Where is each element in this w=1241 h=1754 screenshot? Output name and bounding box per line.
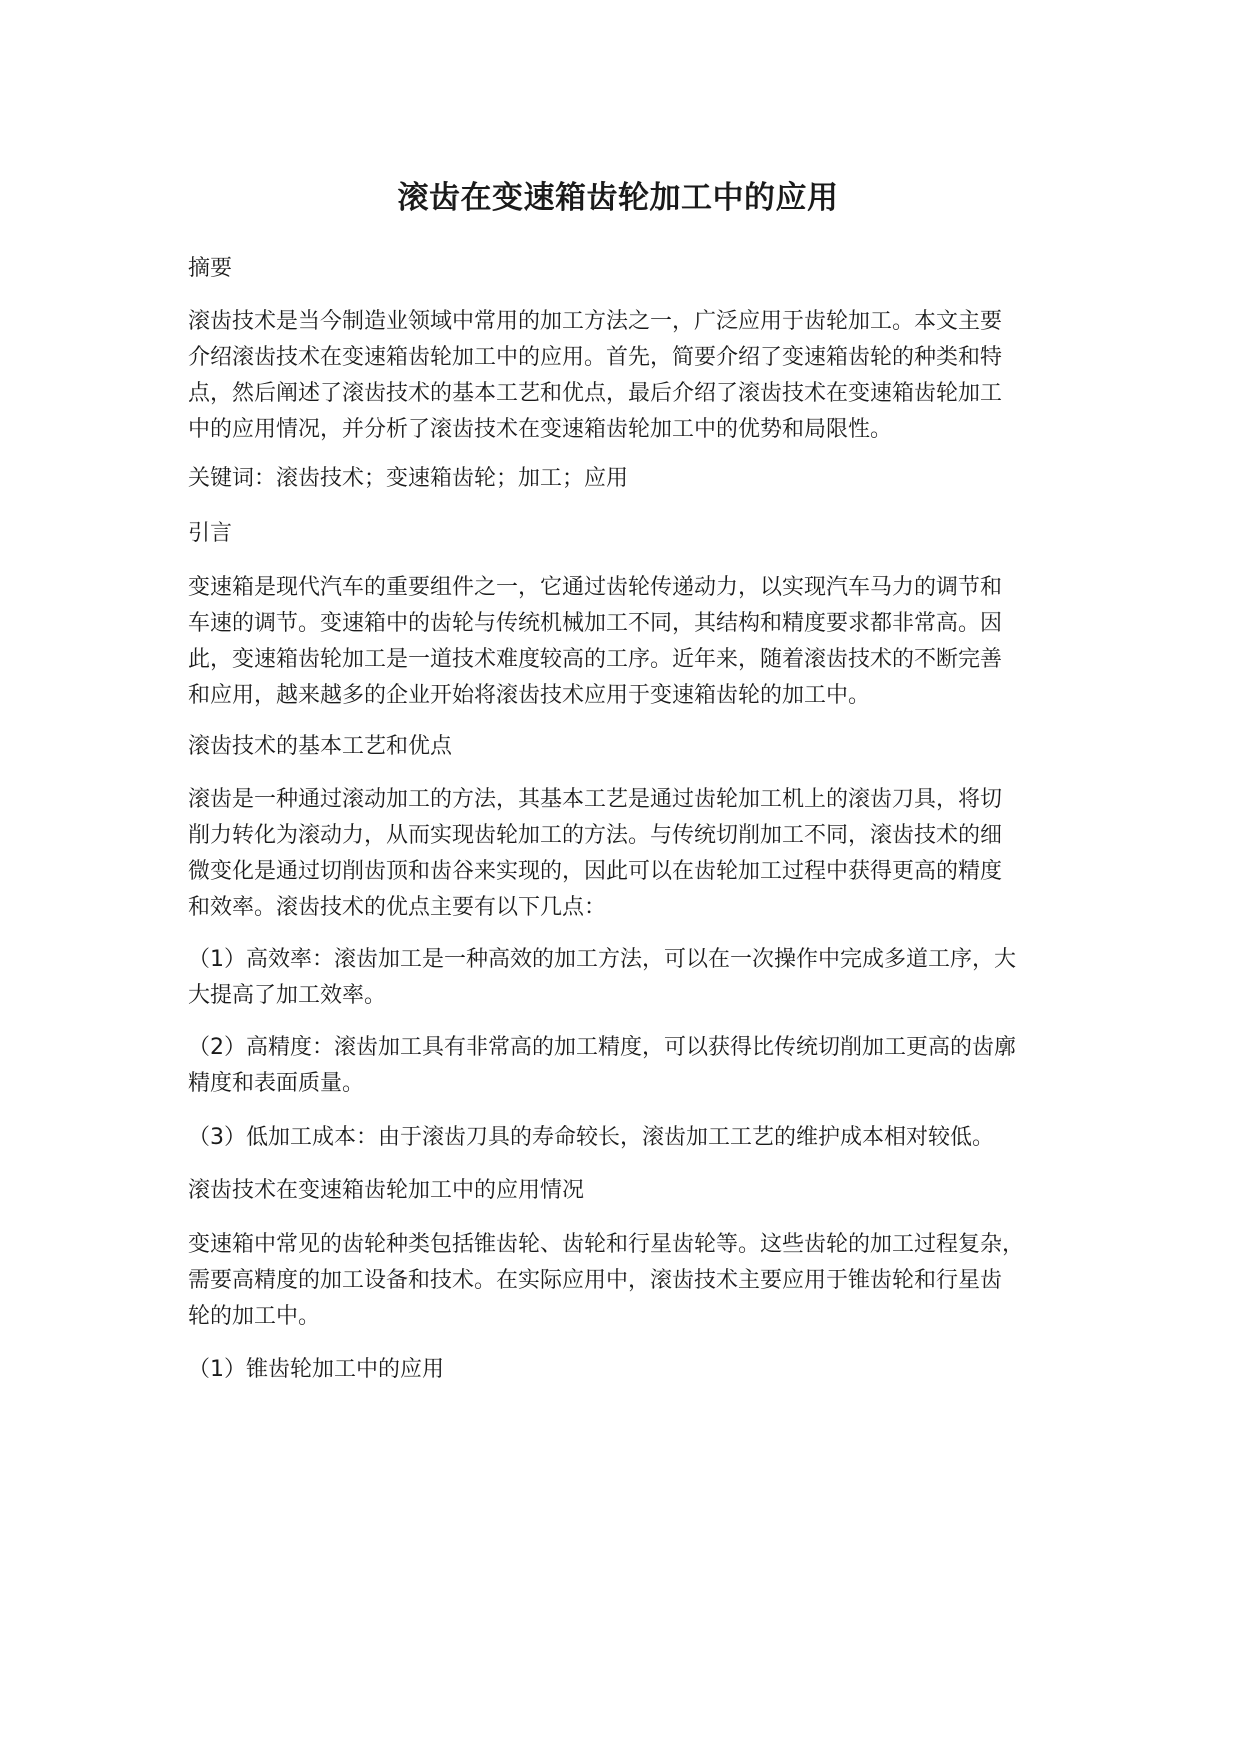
paragraph-line: （1）高效率：滚齿加工是一种高效的加工方法，可以在一次操作中完成多道工序，大 — [188, 947, 1016, 972]
subsection1-heading: （1）锥齿轮加工中的应用 — [188, 1357, 444, 1382]
keywords-line: 关键词：滚齿技术；变速箱齿轮；加工；应用 — [188, 466, 629, 491]
intro-heading: 引言 — [188, 521, 233, 546]
paragraph-line: 车速的调节。变速箱中的齿轮与传统机械加工不同，其结构和精度要求都非常高。因 — [188, 611, 1003, 636]
paragraph-line: 和应用，越来越多的企业开始将滚齿技术应用于变速箱齿轮的加工中。 — [188, 683, 871, 708]
paragraph-line: 微变化是通过切削齿顶和齿谷来实现的，因此可以在齿轮加工过程中获得更高的精度 — [188, 859, 1003, 884]
paragraph-line: 中的应用情况，并分析了滚齿技术在变速箱齿轮加工中的优势和局限性。 — [188, 417, 893, 442]
paragraph-line: 变速箱中常见的齿轮种类包括锥齿轮、齿轮和行星齿轮等。这些齿轮的加工过程复杂， — [188, 1232, 1025, 1257]
advantage-point-2 — [188, 1030, 1088, 1102]
section1-heading: 滚齿技术的基本工艺和优点 — [188, 734, 453, 759]
section1-paragraph — [188, 782, 1088, 926]
paragraph-line: 滚齿技术是当今制造业领域中常用的加工方法之一，广泛应用于齿轮加工。本文主要 — [188, 309, 1003, 334]
section2-heading: 滚齿技术在变速箱齿轮加工中的应用情况 — [188, 1178, 585, 1203]
paragraph-line: 点，然后阐述了滚齿技术的基本工艺和优点，最后介绍了滚齿技术在变速箱齿轮加工 — [188, 381, 1003, 406]
abstract-paragraph — [188, 304, 1088, 448]
document-title: 滚齿在变速箱齿轮加工中的应用 — [397, 180, 839, 216]
section2-paragraph — [188, 1227, 1088, 1335]
paragraph-line: 需要高精度的加工设备和技术。在实际应用中，滚齿技术主要应用于锥齿轮和行星齿 — [188, 1268, 1003, 1293]
paragraph-line: 介绍滚齿技术在变速箱齿轮加工中的应用。首先，简要介绍了变速箱齿轮的种类和特 — [188, 345, 1003, 370]
paragraph-line: （2）高精度：滚齿加工具有非常高的加工精度，可以获得比传统切削加工更高的齿廓 — [188, 1035, 1016, 1060]
paragraph-line: 削力转化为滚动力，从而实现齿轮加工的方法。与传统切削加工不同，滚齿技术的细 — [188, 823, 1003, 848]
advantage-point-1 — [188, 942, 1088, 1014]
abstract-heading: 摘要 — [188, 256, 233, 281]
advantage-point-3: （3）低加工成本：由于滚齿刀具的寿命较长，滚齿加工工艺的维护成本相对较低。 — [188, 1125, 994, 1150]
paragraph-line: 轮的加工中。 — [188, 1304, 321, 1329]
paragraph-line: 大提高了加工效率。 — [188, 983, 387, 1008]
paragraph-line: 此，变速箱齿轮加工是一道技术难度较高的工序。近年来，随着滚齿技术的不断完善 — [188, 647, 1003, 672]
paragraph-line: 和效率。滚齿技术的优点主要有以下几点： — [188, 895, 607, 920]
paragraph-line: 变速箱是现代汽车的重要组件之一，它通过齿轮传递动力，以实现汽车马力的调节和 — [188, 575, 1003, 600]
intro-paragraph — [188, 570, 1088, 714]
paragraph-line: 滚齿是一种通过滚动加工的方法，其基本工艺是通过齿轮加工机上的滚齿刀具，将切 — [188, 787, 1003, 812]
paragraph-line: 精度和表面质量。 — [188, 1071, 365, 1096]
